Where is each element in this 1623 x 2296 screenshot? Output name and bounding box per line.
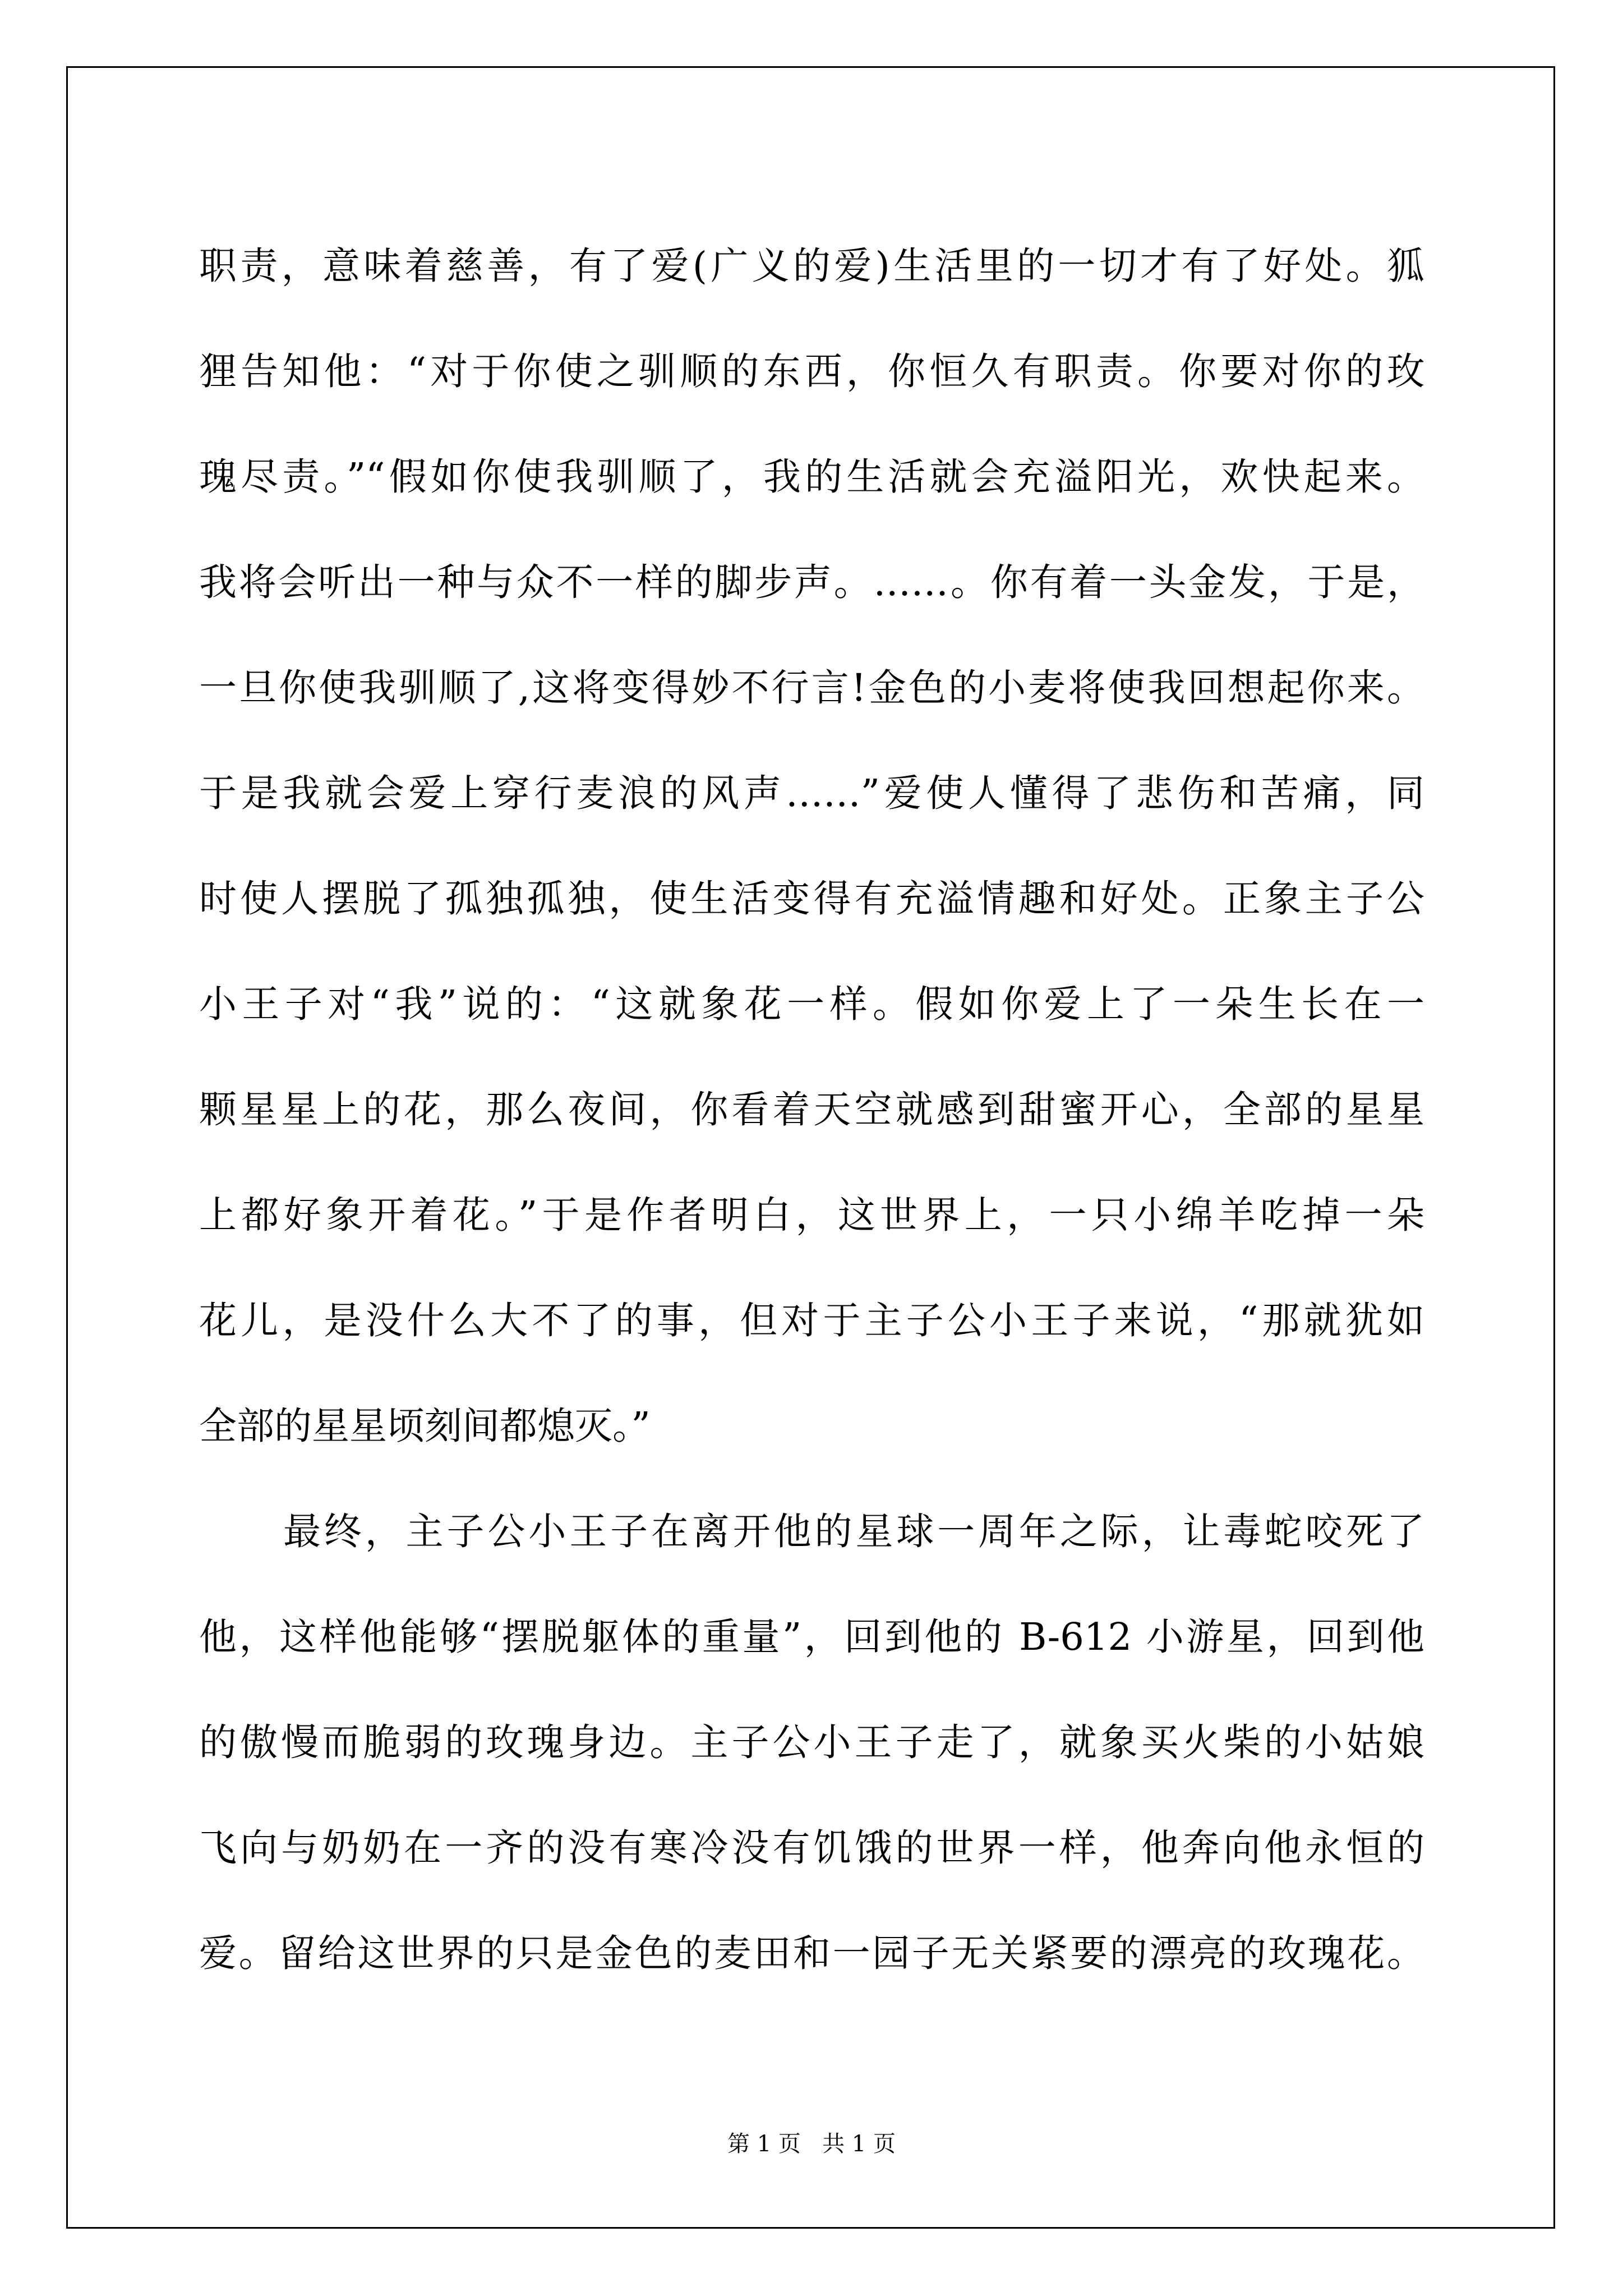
text-line: 小王子对“我”说的：“这就象花一样。假如你爱上了一朵生长在一 [199, 982, 1424, 1026]
text-line: 爱。留给这世界的只是金色的麦田和一园子无关紧要的漂亮的玫瑰花。 [199, 1931, 1424, 1975]
page-number-label: 第 1 页 共 1 页 [727, 2131, 896, 2157]
text-line: 狸告知他：“对于你使之驯顺的东西，你恒久有职责。你要对你的玫 [199, 349, 1424, 393]
text-line: 最终，主子公小王子在离开他的星球一周年之际，让毒蛇咬死了 [283, 1510, 1424, 1553]
text-line: 花儿，是没什么大不了的事，但对于主子公小王子来说，“那就犹如 [199, 1299, 1424, 1342]
text-line: 全部的星星顷刻间都熄灭。” [199, 1404, 651, 1448]
text-line: 我将会听出一种与众不一样的脚步声。……。你有着一头金发，于是， [199, 560, 1424, 604]
text-line: 他，这样他能够“摆脱躯体的重量”，回到他的 B-612 小游星，回到他 [199, 1615, 1424, 1659]
text-line: 的傲慢而脆弱的玫瑰身边。主子公小王子走了，就象买火柴的小姑娘 [199, 1720, 1424, 1764]
text-line: 飞向与奶奶在一齐的没有寒冷没有饥饿的世界一样，他奔向他永恒的 [199, 1826, 1424, 1870]
text-line: 瑰尽责。”“假如你使我驯顺了，我的生活就会充溢阳光，欢快起来。 [199, 455, 1424, 499]
text-line: 职责，意味着慈善，有了爱(广义的爱)生活里的一切才有了好处。狐 [199, 244, 1424, 288]
text-line: 一旦你使我驯顺了,这将变得妙不行言!金色的小麦将使我回想起你来。 [199, 666, 1424, 710]
text-line: 颗星星上的花，那么夜间，你看着天空就感到甜蜜开心，全部的星星 [199, 1088, 1424, 1131]
document-body [199, 213, 1424, 2006]
paragraph-2 [199, 1479, 1424, 2006]
text-line: 上都好象开着花。”于是作者明白，这世界上，一只小绵羊吃掉一朵 [199, 1193, 1424, 1237]
page-footer [0, 2126, 1623, 2158]
text-line: 于是我就会爱上穿行麦浪的风声……”爱使人懂得了悲伤和苦痛，同 [199, 771, 1424, 815]
text-line: 时使人摆脱了孤独孤独，使生活变得有充溢情趣和好处。正象主子公 [199, 877, 1424, 921]
paragraph-1 [199, 213, 1424, 1479]
